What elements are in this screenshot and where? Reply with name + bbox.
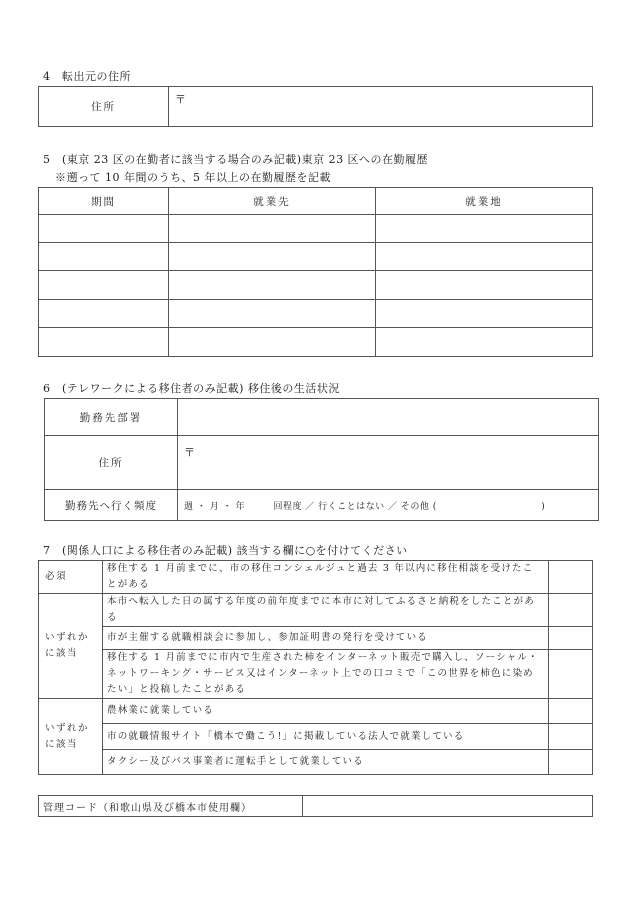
living-status-table bbox=[44, 398, 599, 521]
check-box[interactable] bbox=[549, 650, 593, 699]
table-row bbox=[39, 328, 593, 357]
visit-frequency-label: 勤務先へ行く頻度 bbox=[45, 490, 178, 521]
criteria-text: 移住する 1 月前までに市内で生産された柿をインターネット販売で購入し、ソーシャル・ネットワーキング・サービス又はインターネット上での口コミで「この世界を柿色に染めたい」と投稿したことがある bbox=[103, 650, 549, 699]
former-address-table bbox=[38, 86, 593, 127]
section5-heading: 5 (東京 23 区の在勤者に該当する場合のみ記載)東京 23 区への在勤履歴 bbox=[43, 153, 429, 166]
criteria-text: 市の就職情報サイト「橋本で働こう!」に掲載している法人で就業している bbox=[103, 724, 549, 750]
section5-note: ※遡って 10 年間のうち、5 年以上の在勤履歴を記載 bbox=[55, 171, 331, 184]
criteria-text: 農林業に就業している bbox=[103, 699, 549, 724]
workplace-cell[interactable] bbox=[376, 328, 593, 357]
check-box[interactable] bbox=[549, 594, 593, 627]
postal-mark: 〒 bbox=[184, 446, 195, 459]
employer-cell[interactable] bbox=[169, 271, 376, 300]
period-cell[interactable] bbox=[39, 300, 169, 328]
work-dept-label: 勤務先部署 bbox=[45, 399, 178, 436]
workplace-cell[interactable] bbox=[376, 300, 593, 328]
group2-label: いずれか に該当 bbox=[39, 699, 103, 775]
required-label: 必須 bbox=[39, 561, 103, 594]
employer-cell[interactable] bbox=[169, 328, 376, 357]
criteria-text: 本市へ転入した日の属する年度の前年度までに本市に対してふるさと納税をしたことがある bbox=[103, 594, 549, 627]
work-history-table bbox=[38, 187, 593, 357]
employer-cell[interactable] bbox=[169, 215, 376, 243]
section4-heading: 4 転出元の住所 bbox=[43, 70, 131, 83]
management-code-label: 管理コード（和歌山県及び橋本市使用欄） bbox=[39, 796, 303, 817]
column-header-period: 期間 bbox=[39, 188, 169, 215]
visit-frequency-options[interactable]: 週 ・ 月 ・ 年 回程度 ／ 行くことはない ／ その他 ( ) bbox=[178, 490, 599, 521]
table-row bbox=[39, 300, 593, 328]
table-row bbox=[39, 243, 593, 271]
table-row bbox=[39, 215, 593, 243]
former-address-field[interactable] bbox=[169, 87, 593, 127]
period-cell[interactable] bbox=[39, 271, 169, 300]
column-header-employer: 就業先 bbox=[169, 188, 376, 215]
workplace-cell[interactable] bbox=[376, 215, 593, 243]
group1-label: いずれか に該当 bbox=[39, 594, 103, 699]
period-cell[interactable] bbox=[39, 328, 169, 357]
check-box[interactable] bbox=[549, 750, 593, 775]
criteria-text: 市が主催する就職相談会に参加し、参加証明書の発行を受けている bbox=[103, 627, 549, 650]
management-code-field[interactable] bbox=[303, 796, 593, 817]
work-address-field[interactable] bbox=[178, 436, 599, 490]
workplace-cell[interactable] bbox=[376, 271, 593, 300]
check-box[interactable] bbox=[549, 699, 593, 724]
criteria-text: 移住する 1 月前までに、市の移住コンシェルジュと過去 3 年以内に移住相談を受けたことがある bbox=[103, 561, 549, 594]
relation-criteria-table bbox=[38, 560, 593, 775]
workplace-cell[interactable] bbox=[376, 243, 593, 271]
management-code-table bbox=[38, 795, 593, 817]
employer-cell[interactable] bbox=[169, 243, 376, 271]
section6-heading: 6 (テレワークによる移住者のみ記載) 移住後の生活状況 bbox=[43, 382, 340, 395]
check-box[interactable] bbox=[549, 724, 593, 750]
column-header-workplace: 就業地 bbox=[376, 188, 593, 215]
work-address-label: 住所 bbox=[45, 436, 178, 490]
former-address-label: 住所 bbox=[39, 87, 169, 127]
check-box[interactable] bbox=[549, 561, 593, 594]
check-box[interactable] bbox=[549, 627, 593, 650]
section7-heading: 7 (関係人口による移住者のみ記載) 該当する欄に○を付けてください bbox=[43, 544, 408, 557]
employer-cell[interactable] bbox=[169, 300, 376, 328]
work-dept-field[interactable] bbox=[178, 399, 599, 436]
criteria-text: タクシー及びバス事業者に運転手として就業している bbox=[103, 750, 549, 775]
period-cell[interactable] bbox=[39, 243, 169, 271]
table-row bbox=[39, 271, 593, 300]
postal-mark: 〒 bbox=[175, 93, 186, 106]
period-cell[interactable] bbox=[39, 215, 169, 243]
